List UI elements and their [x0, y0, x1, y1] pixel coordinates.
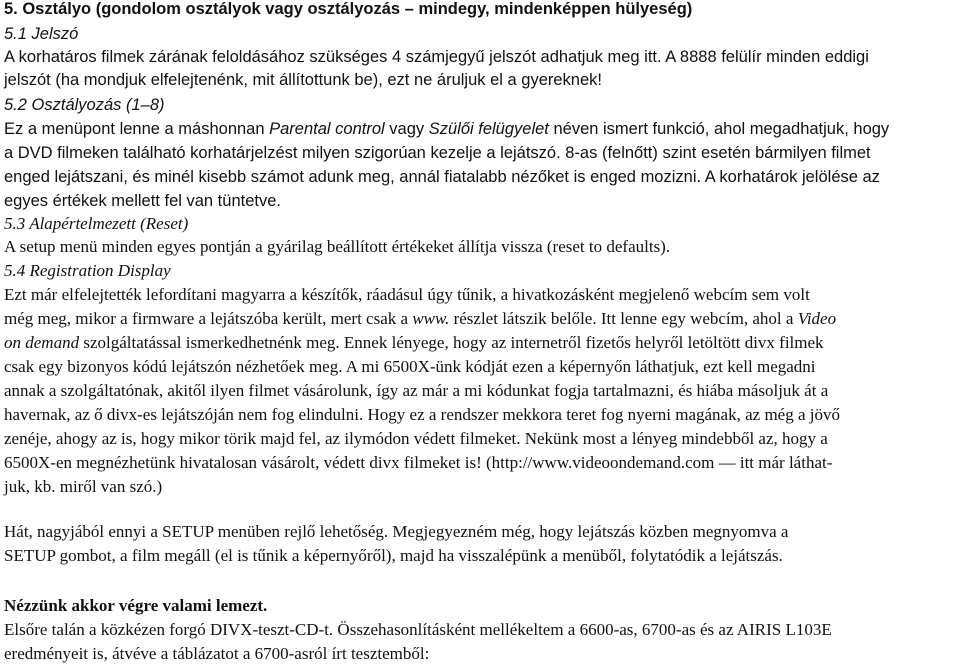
section-5-4-text-line-7: zenéje, ahogy az is, hogy mikor törik majd fel, az ilymódon védett filmeket. Nekünk most a lényeg mindebből az, hogy a [4, 429, 828, 448]
test-text-line-2: eredményeit is, átvéve a táblázatot a 6700-asról írt tesztemből: [4, 644, 430, 663]
section-5-2-text-line-3: enged lejátszani, és minél kisebb számot adunk meg, annál fiatalabb nézőket is enged mozizni. A korhatárok jelölése az [4, 168, 880, 186]
section-5-3-title: 5.3 Alapértelmezett (Reset) [4, 214, 189, 233]
section-5-3-text-line-1: A setup menü minden egyes pontján a gyárilag beállított értékeket állítja vissza (reset to defaults). [4, 237, 671, 256]
text-run: vagy [384, 120, 429, 138]
szuloi-felugyelet-term: Szülői felügyelet [428, 120, 549, 138]
text-run: néven ismert funkció, ahol megadhatjuk, hogy [548, 120, 890, 138]
text-run: Ez a menüpont lenne a máshonnan [4, 120, 270, 138]
section-5-heading: 5. Osztályo (gondolom osztályok vagy osztályozás – mindegy, mindenképpen hülyeség) [4, 0, 693, 18]
section-5-4-text-line-8: 6500X-en megnézhetünk hivatalosan vásárolt, védett divx filmeket is! (http://www.videoondemand.com — itt már láthat- [4, 453, 833, 472]
section-5-4-text-line-3 [4, 331, 824, 355]
section-5-1-text-line-2: jelszót (ha mondjuk elfelejtenénk, mit állítottunk be), ezt ne áruljuk el a gyereknek! [4, 71, 602, 89]
video-term: Video [797, 309, 837, 328]
section-5-4-text-line-9: juk, kb. miről van szó.) [4, 477, 163, 496]
section-5-1-text-line-1: A korhatáros filmek zárának feloldásához szükséges 4 számjegyű jelszót adhatjuk meg itt. A 8888 felülír minden eddigi [4, 48, 869, 66]
section-5-2-text-line-1 [4, 117, 889, 141]
text-run: még meg, mikor a firmware a lejátszóba került, mert csak a [4, 309, 413, 328]
section-5-2-text-line-4: egyes értékek mellett fel van tüntetve. [4, 192, 281, 210]
section-5-2-text-line-2: a DVD filmeken található korhatárjelzést milyen szigorúan kezelje a lejátszó. 8-as (felnőtt) szint esetén bármilyen filmet [4, 144, 871, 162]
test-heading: Nézzünk akkor végre valami lemezt. [4, 596, 268, 615]
text-run: szolgáltatással ismerkedhetnénk meg. Ennek lényege, hogy az internetről fizetős helyről letöltött divx filmek [79, 333, 824, 352]
section-5-4-text-line-4: csak egy bizonyos kódú lejátszón nézhetőek meg. A mi 6500X-ünk kódját ezen a képernyőn láthatjuk, ezt kell megadni [4, 357, 816, 376]
section-5-4-title: 5.4 Registration Display [4, 261, 171, 280]
section-5-4-text-line-2 [4, 307, 836, 331]
section-5-4-text-line-5: annak a szolgáltatónak, akitől ilyen filmet vásárolunk, így az már a mi kódunkat fogja tartalmazni, és hiába másoljuk át a [4, 381, 829, 400]
test-text-line-1: Elsőre talán a közkézen forgó DIVX-teszt-CD-t. Összehasonlításként mellékeltem a 6600-as, 6700-as és az AIRIS L103E [4, 620, 832, 639]
section-5-2-title: 5.2 Osztályozás (1–8) [4, 96, 165, 114]
summary-text-line-1: Hát, nagyjából ennyi a SETUP menüben rejlő lehetőség. Megjegyezném még, hogy lejátszás közben megnyomva a [4, 522, 789, 541]
section-5-4-text-line-6: havernak, az ő divx-es lejátszóján nem fog elindulni. Hogy ez a rendszer mekkora teret fog nyerni magának, az még a jövő [4, 405, 840, 424]
text-run: részlet látszik belőle. Itt lenne egy webcím, ahol a [449, 309, 798, 328]
on-demand-term: on demand [4, 333, 80, 352]
parental-control-term: Parental control [269, 120, 385, 138]
www-term: www. [412, 309, 450, 328]
section-5-4-text-line-1: Ezt már elfelejtették lefordítani magyarra a készítők, ráadásul úgy tűnik, a hivatkozásként megjelenő webcím sem volt [4, 285, 810, 304]
section-5-1-title: 5.1 Jelszó [4, 25, 79, 43]
summary-text-line-2: SETUP gombot, a film megáll (el is tűnik a képernyőről), majd ha visszalépünk a menüből, folytatódik a lejátszás. [4, 546, 783, 565]
